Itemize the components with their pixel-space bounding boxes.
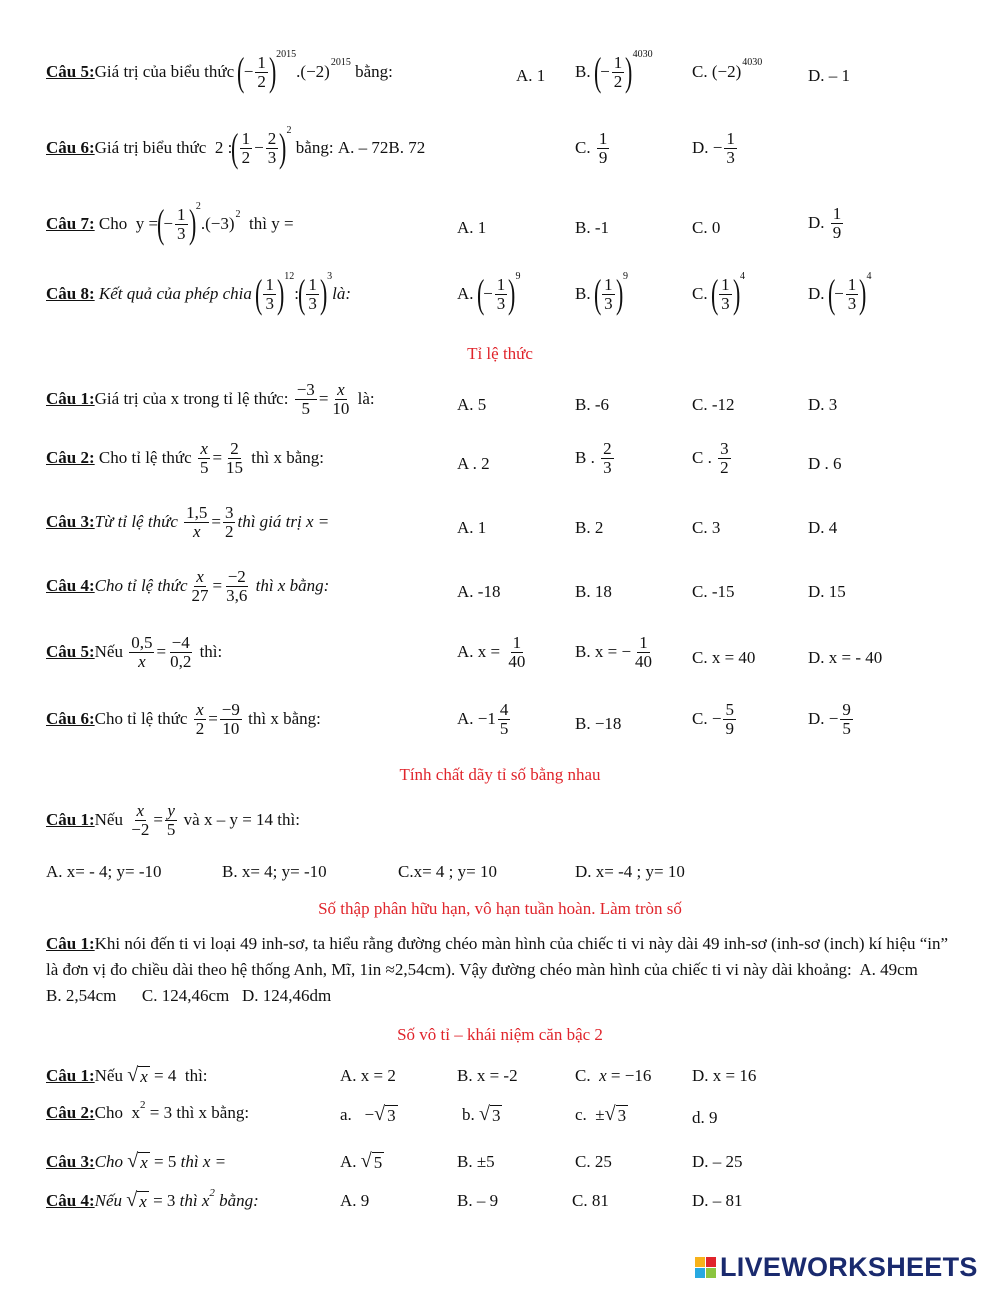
option-label: B. [575, 284, 591, 303]
question-sqrt-2: Câu 2: Cho x 2 = 3 thì x bằng: [46, 1099, 250, 1122]
question-text: Từ tỉ lệ thức [94, 512, 178, 532]
question-end: thì giá trị x = [237, 512, 330, 532]
question-text: Kết quả của phép chia [98, 284, 252, 303]
question-end: là: [357, 389, 375, 409]
option-b[interactable]: B . $\frac{2}{3}$ [575, 439, 612, 477]
question-label: Câu 6: [46, 138, 95, 157]
question-label: Câu 5: [46, 642, 95, 662]
question-text: Giá trị của biểu thức [94, 62, 235, 81]
question-text: Cho [94, 1103, 123, 1122]
option-a[interactable]: A. 5 [457, 395, 487, 414]
option-d[interactable]: D. − $\frac{9}{5}$ [808, 700, 851, 738]
question-text: Giá trị biểu thức [94, 138, 207, 157]
question-label: Câu 4: [46, 1190, 95, 1210]
option-a[interactable]: A. 9 [340, 1191, 370, 1210]
option-d[interactable]: D. ( − $\frac{1}{3}$ ) 4 [808, 270, 872, 316]
question-label: Câu 3: [46, 1151, 95, 1171]
option-b[interactable]: B. x = -2 [457, 1066, 518, 1085]
question-proportion-5: Câu 5: Nếu $\frac{0,5}{x}$ = $\frac{-4}{0,2}$ thì: [46, 633, 223, 671]
question-proportion-1: Câu 1: Giá trị của x trong tỉ lệ thức: $\frac{-3}{5}$ = $\frac{x}{10}$ là: [46, 380, 375, 418]
option-c[interactable]: C. 124,46cm [141, 986, 230, 1005]
option-d[interactable]: D. – 1 [808, 66, 851, 85]
question-proportion-3: Câu 3: Từ tỉ lệ thức $\frac{1,5}{x}$ = $\frac{3}{2}$ thì giá trị x = [46, 503, 330, 541]
question-label: Câu 1: [46, 810, 95, 830]
logo-blocks-icon [695, 1257, 716, 1278]
option-a[interactable]: a. − √ 3 [340, 1103, 396, 1125]
option-c[interactable]: C. ( $\frac{1}{3}$ ) 4 [692, 270, 745, 316]
option-c[interactable]: c. ± √ 3 [575, 1103, 627, 1125]
question-label: Câu 1: [46, 389, 95, 409]
question-text: Khi nói đến ti vi loại 49 inh-sơ, ta hiểu rằng đường chéo màn hình của chiếc ti vi này dài 49 inh-sơ (inh-sơ (inch) kí hiệu “in” là đơn vị đo chiều dài theo hệ thống Anh, Mĩ, 1in ≈2,54cm). Vậy đường chéo màn hình của chiếc ti vi này dài khoảng: [46, 934, 949, 979]
option-d[interactable]: D. 15 [808, 582, 846, 601]
question-end: là: [332, 284, 352, 303]
option-d[interactable]: D. – 81 [692, 1191, 743, 1210]
option-c[interactable]: C. x = −16 [575, 1066, 652, 1085]
option-d[interactable]: D. 3 [808, 395, 838, 414]
option-label: A. [457, 709, 474, 729]
liveworksheets-logo [695, 1252, 978, 1283]
question-label: Câu 8: [46, 284, 95, 303]
question-text: Nếu [94, 642, 123, 662]
option-b[interactable]: B. ( − $\frac{1}{2}$ ) 4030 [575, 48, 653, 94]
question-label: Câu 2: [46, 448, 95, 468]
option-label: C. [575, 138, 591, 158]
option-label: A. [340, 1151, 357, 1171]
option-label: c. [575, 1104, 587, 1124]
section-heading-proportion: Tỉ lệ thức [467, 344, 533, 363]
option-c[interactable]: C. − $\frac{5}{9}$ [692, 700, 734, 738]
question-end: thì y = [249, 214, 294, 233]
option-d[interactable]: D. $\frac{1}{9}$ [808, 204, 842, 242]
question-end: và x – y = 14 thì: [183, 810, 300, 830]
question-sqrt-4: Câu 4: Nếu √ x = 3 thì x 2 bằng: [46, 1186, 259, 1211]
option-ab[interactable]: A. – 72B. 72 [337, 138, 426, 157]
question-end: thì: [184, 1065, 208, 1085]
option-a[interactable]: A. -18 [457, 582, 501, 601]
question-end: thì x [179, 1190, 210, 1210]
option-label: a. [340, 1104, 352, 1124]
question-text: Cho tỉ lệ thức [94, 576, 188, 596]
option-b[interactable]: B. 18 [575, 582, 612, 601]
option-label: A. x = [457, 642, 501, 662]
option-label: C. [575, 1066, 591, 1085]
option-a[interactable]: A. ( − $\frac{1}{3}$ ) 9 [457, 270, 521, 316]
option-c[interactable]: C. (−2) 4030 [692, 56, 763, 81]
option-label: D. [808, 709, 825, 729]
question-label: Câu 5: [46, 62, 95, 81]
question-proportion-6: Câu 6: Cho tỉ lệ thức $\frac{x}{2}$ = $\frac{-9}{10}$ thì x bằng: [46, 700, 321, 738]
option-b[interactable]: b. √ 3 [462, 1103, 501, 1125]
question-text: Cho [98, 214, 128, 233]
question-end-2: bằng: [219, 1190, 259, 1210]
option-label: A. [457, 284, 474, 303]
option-a[interactable]: A. −1 $\frac{4}{5}$ [457, 700, 509, 738]
option-b[interactable]: B. – 9 [457, 1191, 499, 1210]
option-c[interactable]: C. 0 [692, 218, 721, 237]
option-a[interactable]: A. 1 [516, 66, 546, 85]
option-label: C . [692, 448, 712, 468]
question-text: Cho [94, 1151, 123, 1171]
question-label: Câu 1: [46, 934, 95, 953]
option-label: B. [575, 714, 591, 733]
option-d[interactable]: D. x = 16 [692, 1066, 757, 1085]
question-ratio-1: Câu 1: Nếu $\frac{x}{-2}$ = $\frac{y}{5}$ và x – y = 14 thì: [46, 801, 300, 839]
option-b[interactable]: B. x= 4; y= -10 [222, 862, 327, 881]
option-c[interactable]: C.x= 4 ; y= 10 [398, 862, 497, 881]
option-d[interactable]: D. x = - 40 [808, 648, 883, 667]
option-b[interactable]: B. 2,54cm [46, 986, 117, 1005]
question-proportion-4: Câu 4: Cho tỉ lệ thức $\frac{x}{27}$ = $\frac{-2}{3,6}$ thì x bằng: [46, 567, 330, 605]
question-end: thì: [199, 642, 223, 662]
option-b[interactable]: B. x = − $\frac{1}{40}$ [575, 633, 653, 671]
option-label: B. [575, 62, 591, 81]
question-sqrt-3: Câu 3: Cho √ x = 5 thì x = [46, 1150, 227, 1172]
question-end: bằng: [355, 62, 393, 81]
option-c[interactable]: C . $\frac{3}{2}$ [692, 439, 729, 477]
option-d[interactable]: d. 9 [692, 1108, 718, 1127]
option-c[interactable]: C. 25 [575, 1152, 612, 1171]
option-label: C. [692, 284, 708, 303]
question-label: Câu 3: [46, 512, 95, 532]
question-power-6: Câu 6: Giá trị biểu thức 2 : ( $\frac{1}{2}$ − $\frac{2}{3}$ ) 2 bằng: A. – 72B. 72 [46, 124, 426, 170]
option-b[interactable]: B. -6 [575, 395, 609, 414]
option-b[interactable]: B. -1 [575, 218, 609, 237]
section-heading-irrational: Số vô tỉ – khái niệm căn bậc 2 [397, 1025, 603, 1044]
option-a[interactable]: A . 2 [457, 454, 490, 473]
option-c[interactable]: C. $\frac{1}{9}$ [575, 129, 608, 167]
question-text: Cho tỉ lệ thức [98, 448, 192, 468]
question-label: Câu 1: [46, 1065, 95, 1085]
question-text: Giá trị của x trong tỉ lệ thức: [94, 389, 289, 409]
question-text: Cho tỉ lệ thức [94, 709, 188, 729]
option-d[interactable]: D. 4 [808, 518, 838, 537]
option-a[interactable]: A. √ 5 [340, 1150, 383, 1172]
option-c[interactable]: C. 3 [692, 518, 721, 537]
question-text: Nếu [94, 1065, 123, 1085]
option-c[interactable]: C. -12 [692, 395, 735, 414]
option-label: B . [575, 448, 595, 468]
question-end: bằng: [295, 138, 334, 157]
question-label: Câu 7: [46, 214, 95, 233]
question-text: Nếu [94, 1190, 123, 1210]
option-a[interactable]: A. 49cm [859, 960, 918, 979]
option-label: b. [462, 1104, 475, 1124]
section-heading-ratio-series: Tính chất dãy tỉ số bằng nhau [399, 765, 601, 784]
option-d[interactable]: D. 124,46dm [241, 986, 332, 1005]
option-c[interactable]: C. -15 [692, 582, 735, 601]
option-a[interactable]: A. 1 [457, 218, 487, 237]
question-power-8: Câu 8: Kết quả của phép chia ( $\frac{1}{3}$ ) 12 : ( $\frac{1}{3}$ ) 3 là: [46, 270, 352, 316]
option-d[interactable]: D . 6 [808, 454, 842, 473]
option-d[interactable]: D. – 25 [692, 1152, 743, 1171]
question-end: thì x bằng: [176, 1103, 250, 1122]
question-label: Câu 2: [46, 1103, 95, 1122]
question-end: thì x = [180, 1151, 227, 1171]
question-text: Nếu [94, 810, 123, 830]
question-end: thì x bằng: [248, 709, 321, 729]
option-b[interactable]: B. 2 [575, 518, 604, 537]
question-label: Câu 4: [46, 576, 95, 596]
question-label: Câu 6: [46, 709, 95, 729]
option-b[interactable]: B. −18 [575, 714, 622, 733]
option-c[interactable]: C. x = 40 [692, 648, 756, 667]
option-label: C. [692, 62, 708, 81]
question-end: thì x bằng: [255, 576, 330, 596]
option-label: C. [692, 709, 708, 729]
logo-text: LIVEWORKSHEETS [720, 1252, 978, 1282]
question-sqrt-1: Câu 1: Nếu √ x = 4 thì: [46, 1064, 208, 1086]
option-label: D. [808, 284, 825, 303]
option-b[interactable]: B. ( $\frac{1}{3}$ ) 9 [575, 270, 628, 316]
question-end: thì x bằng: [251, 448, 325, 468]
option-a[interactable]: A. x = $\frac{1}{40}$ [457, 633, 526, 671]
option-a[interactable]: A. x= - 4; y= -10 [46, 862, 162, 881]
question-decimal-1 [46, 931, 956, 1009]
option-b[interactable]: B. ±5 [457, 1152, 495, 1171]
option-a[interactable]: A. x = 2 [340, 1066, 396, 1085]
question-power-5: Câu 5: Giá trị của biểu thức ( − $\frac{1}{2}$ ) 2015 .(−2) 2015 bằng: [46, 48, 393, 94]
option-d[interactable]: D. x= -4 ; y= 10 [575, 862, 685, 881]
option-label: B. x = [575, 642, 618, 662]
question-proportion-2: Câu 2: Cho tỉ lệ thức $\frac{x}{5}$ = $\frac{2}{15}$ thì x bằng: [46, 439, 325, 477]
option-d[interactable]: D. − $\frac{1}{3}$ [692, 129, 735, 167]
option-a[interactable]: A. 1 [457, 518, 487, 537]
question-power-7: Câu 7: Cho y = ( − $\frac{1}{3}$ ) 2 .(−3) 2 thì y = [46, 200, 294, 246]
option-label: D. [808, 213, 825, 233]
section-heading-decimals: Số thập phân hữu hạn, vô hạn tuần hoàn. Làm tròn số [318, 899, 682, 918]
option-c[interactable]: C. 81 [572, 1191, 609, 1210]
option-label: D. [692, 138, 709, 158]
